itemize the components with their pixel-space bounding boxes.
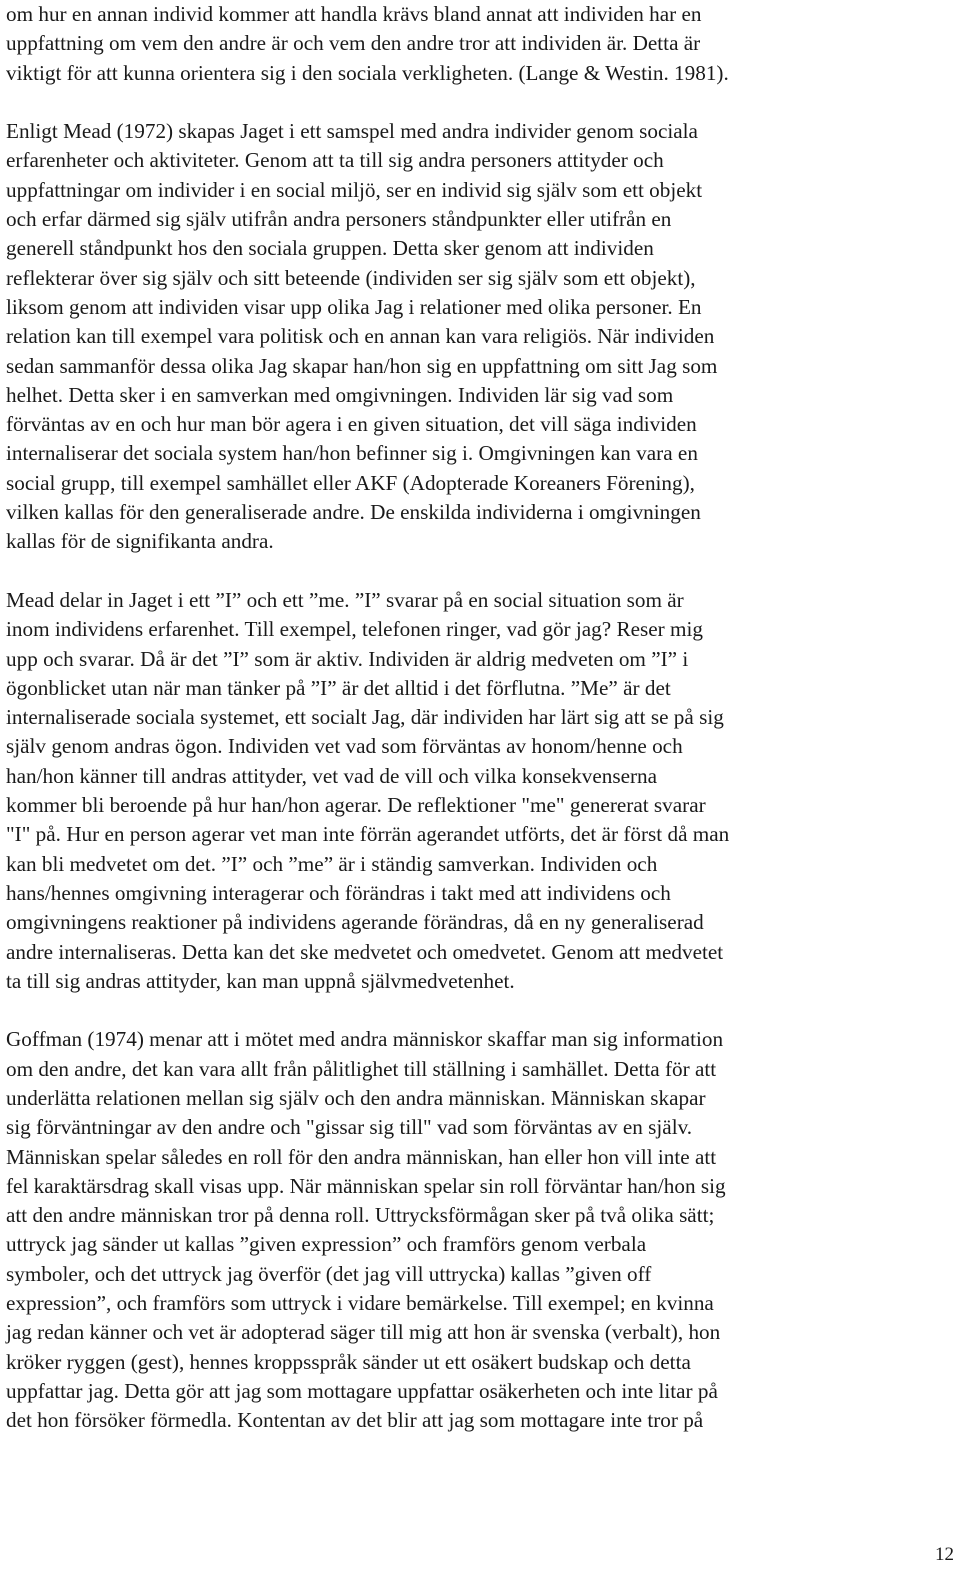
text-line: ta till sig andras attityder, kan man uppnå självmedvetenhet.: [6, 968, 515, 993]
text-line: om den andre, det kan vara allt från pålitlighet till ställning i samhället. Detta för att: [6, 1056, 717, 1081]
text-line: internaliserar det sociala system han/hon befinner sig i. Omgivningen kan vara en: [6, 441, 698, 466]
text-line: och erfar därmed sig själv utifrån andra personers ståndpunkter eller utifrån en: [6, 207, 672, 232]
text-line: internaliserade sociala systemet, ett socialt Jag, där individen har lärt sig att se på sig: [6, 705, 724, 730]
text-line: Människan spelar således en roll för den andra människan, han eller hon vill inte att: [6, 1144, 717, 1169]
text-line: kan bli medvetet om det. ”I” och ”me” är i ständig samverkan. Individen och: [6, 851, 658, 876]
text-line: andre internaliseras. Detta kan det ske medvetet och omedvetet. Genom att medvetet: [6, 939, 724, 964]
text-line: reflekterar över sig själv och sitt beteende (individen ser sig själv som ett objekt),: [6, 265, 696, 290]
text-line: underlätta relationen mellan sig själv och den andra människan. Människan skapar: [6, 1085, 706, 1110]
document-body: [6, 0, 886, 1436]
text-line: upp och svarar. Då är det ”I” som är aktiv. Individen är aldrig medveten om ”I” i: [6, 646, 689, 671]
text-line: uttryck jag sänder ut kallas ”given expression” och framförs genom verbala: [6, 1232, 647, 1257]
text-line: jag redan känner och vet är adopterad säger till mig att hon är svenska (verbalt), hon: [6, 1320, 721, 1345]
text-line: kommer bli beroende på hur han/hon agerar. De reflektioner "me" genererat svarar: [6, 793, 706, 818]
paragraph-mead-i-and-me: [6, 586, 886, 996]
text-line: uppfattar jag. Detta gör att jag som mottagare uppfattar osäkerheten och inte litar på: [6, 1378, 718, 1403]
page-number: 12: [935, 1544, 954, 1565]
text-line: sig förväntningar av den andre och "gissar sig till" vad som förväntas av en själv.: [6, 1115, 693, 1140]
text-line: kröker ryggen (gest), hennes kroppsspråk sänder ut ett osäkert budskap och detta: [6, 1349, 691, 1374]
text-line: att den andre människan tror på denna roll. Uttrycksförmågan sker på två olika sätt;: [6, 1203, 715, 1228]
text-line: han/hon känner till andras attityder, vet vad de vill och vilka konsekvenserna: [6, 763, 658, 788]
text-line: själv genom andras ögon. Individen vet vad som förväntas av honom/henne och: [6, 734, 683, 759]
text-line: viktigt för att kunna orientera sig i den sociala verkligheten. (Lange & Westin. 1981).: [6, 60, 729, 85]
text-line: helhet. Detta sker i en samverkan med omgivningen. Individen lär sig vad som: [6, 382, 674, 407]
paragraph-identity-perception: [6, 0, 886, 557]
text-line: vilken kallas för den generaliserade andre. De enskilda individerna i omgivningen: [6, 500, 701, 525]
text-line: relation kan till exempel vara politisk och en annan kan vara religiös. När individen: [6, 324, 715, 349]
text-line: hans/hennes omgivning interagerar och förändras i takt med att individens och: [6, 880, 671, 905]
text-line: "I" på. Hur en person agerar vet man inte förrän agerandet utförts, det är först då man: [6, 822, 730, 847]
text-line: kallas för de signifikanta andra.: [6, 529, 274, 554]
text-line: social grupp, till exempel samhället eller AKF (Adopterade Koreaners Förening),: [6, 470, 695, 495]
text-line: sedan sammanför dessa olika Jag skapar han/hon sig en uppfattning om sitt Jag som: [6, 353, 718, 378]
text-line: fel karaktärsdrag skall visas upp. När människan spelar sin roll förväntar han/hon sig: [6, 1173, 726, 1198]
text-line: Mead delar in Jaget i ett ”I” och ett ”me. ”I” svarar på en social situation som är: [6, 587, 684, 612]
text-line: liksom genom att individen visar upp olika Jag i relationer med olika personer. En: [6, 294, 702, 319]
paragraph-goffman: [6, 1025, 886, 1435]
text-line: om hur en annan individ kommer att handla krävs bland annat att individen har en: [6, 2, 702, 26]
text-line: generell ståndpunkt hos den sociala gruppen. Detta sker genom att individen: [6, 236, 654, 261]
text-line: uppfattningar om individer i en social miljö, ser en individ sig själv som ett objekt: [6, 177, 703, 202]
text-line: omgivningens reaktioner på individens agerande förändras, då en ny generaliserad: [6, 910, 704, 935]
text-line: förväntas av en och hur man bör agera i en given situation, det vill säga individen: [6, 412, 697, 437]
text-line: expression”, och framförs som uttryck i vidare bemärkelse. Till exempel; en kvinna: [6, 1291, 714, 1316]
text-line: det hon försöker förmedla. Kontentan av det blir att jag som mottagare inte tror på: [6, 1408, 704, 1433]
text-line: erfarenheter och aktiviteter. Genom att ta till sig andra personers attityder och: [6, 148, 664, 173]
text-line: inom individens erfarenhet. Till exempel, telefonen ringer, vad gör jag? Reser mig: [6, 617, 703, 642]
text-line: symboler, och det uttryck jag överför (det jag vill uttrycka) kallas ”given off: [6, 1261, 652, 1286]
text-line: Enligt Mead (1972) skapas Jaget i ett samspel med andra individer genom sociala: [6, 119, 698, 144]
text-line: ögonblicket utan när man tänker på ”I” är det alltid i det förflutna. ”Me” är det: [6, 675, 671, 700]
text-line: Goffman (1974) menar att i mötet med andra människor skaffar man sig information: [6, 1027, 724, 1052]
text-line: uppfattning om vem den andre är och vem den andre tror att individen är. Detta är: [6, 31, 701, 56]
